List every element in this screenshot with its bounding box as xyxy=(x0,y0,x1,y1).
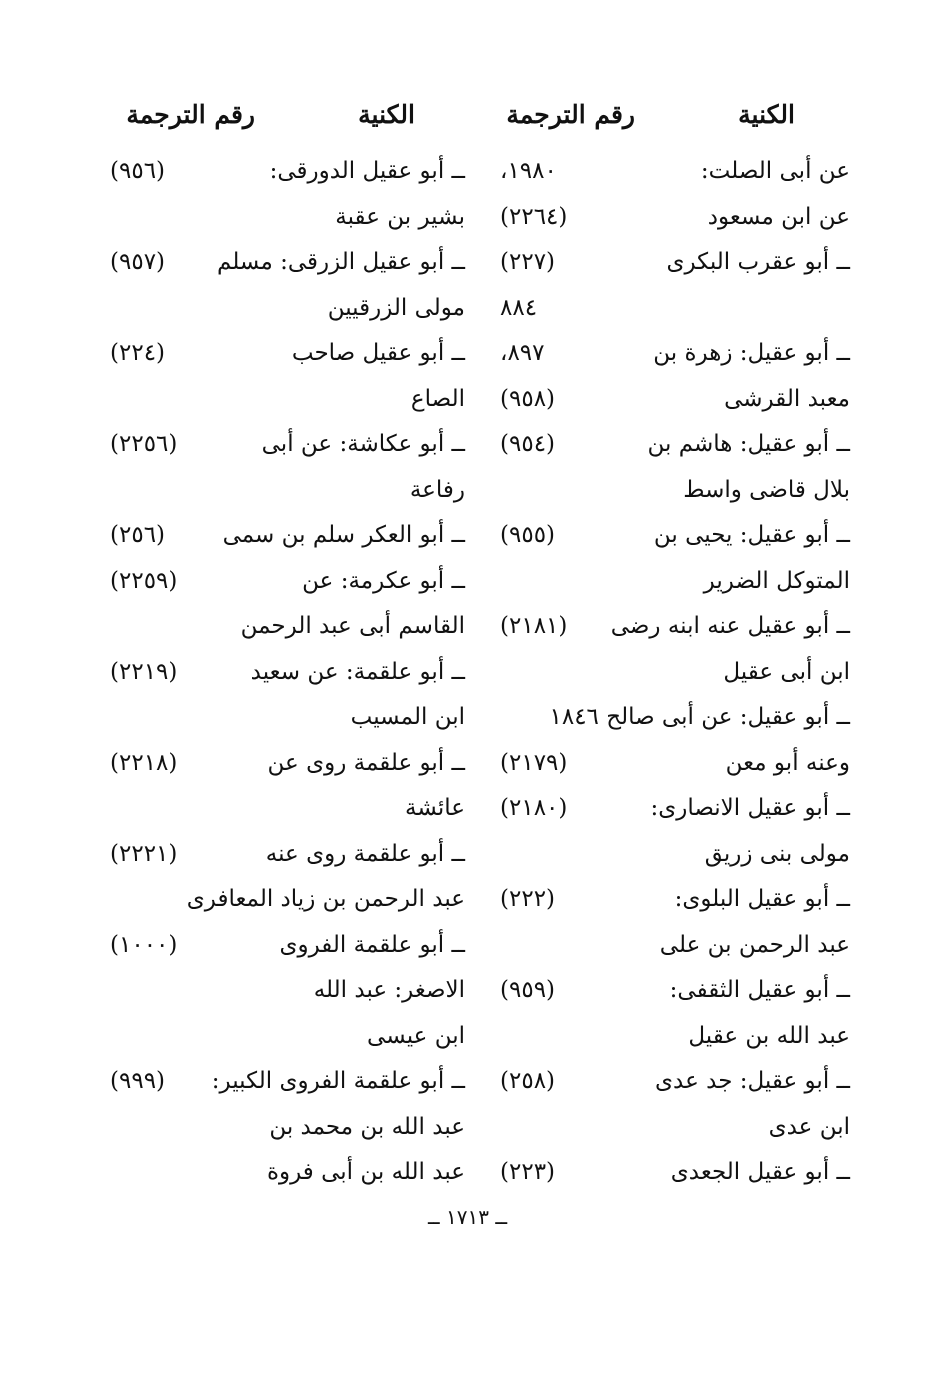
entry-text: ابن عيسى xyxy=(367,1022,465,1049)
entry-line xyxy=(500,241,850,283)
entry-text: عبد الرحمن بن زياد المعافرى xyxy=(186,886,465,912)
translation-number: (٢٢٥٩) xyxy=(110,567,178,594)
entry-line xyxy=(500,1106,850,1148)
entry-text: عبد الله بن عقيل xyxy=(688,1022,850,1049)
entry-line xyxy=(500,742,850,784)
entry-line xyxy=(500,1151,850,1193)
entry-text: عائشة xyxy=(405,795,465,821)
entry-line xyxy=(110,833,465,875)
kunya-header: الكنية xyxy=(358,100,415,129)
entry-text: عبد الرحمن بن على xyxy=(659,931,850,958)
entry-line xyxy=(110,560,465,602)
entry-line xyxy=(110,1151,465,1193)
translation-number: (٢١٨٠) xyxy=(500,795,568,821)
entry-line xyxy=(110,696,465,738)
entry-text: ــ أبو عقرب البكرى xyxy=(666,249,850,275)
translation-number: (٢٢٢١) xyxy=(110,840,178,867)
entry-text: الاصغر: عبد الله xyxy=(313,977,465,1003)
entry-text: الصاع xyxy=(410,385,465,412)
entry-text: بشير بن عقبة xyxy=(335,203,465,230)
entry-line xyxy=(110,787,465,829)
entry-text: ــ أبو عقيل عنه ابنه رضى xyxy=(610,613,850,639)
entry-line xyxy=(110,469,465,511)
entry-line xyxy=(500,969,850,1011)
entry-text: عبد الله بن محمد بن xyxy=(269,1113,465,1140)
entry-line xyxy=(110,1106,465,1148)
entry-line xyxy=(110,651,465,693)
entry-line xyxy=(110,878,465,920)
entry-text: ــ أبو عكرمة: عن xyxy=(302,567,465,594)
entry-text: ــ أبو عقيل الثقفى: xyxy=(669,977,850,1003)
translation-number: (٩٩٩) xyxy=(110,1068,166,1094)
translation-number: (٩٥٦) xyxy=(110,158,166,184)
entry-line xyxy=(500,287,850,329)
entry-text: ــ أبو علقمة الفروى xyxy=(279,931,465,958)
left-column xyxy=(110,0,465,1200)
entry-line xyxy=(500,150,850,192)
entry-line xyxy=(110,969,465,1011)
entry-text: ــ أبو عقيل: زهرة بن xyxy=(653,340,850,366)
entry-line xyxy=(110,241,465,283)
entry-text: ابن المسيب xyxy=(350,704,465,730)
entry-line xyxy=(110,605,465,647)
entry-text: ــ أبو علقمة الفروى الكبير: xyxy=(211,1068,465,1094)
number-header: رقم الترجمة xyxy=(506,100,635,129)
translation-number: (٢٢٧) xyxy=(500,249,556,275)
entry-text: ــ أبو عقيل البلوى: xyxy=(674,886,850,912)
translation-number: (٩٥٥) xyxy=(500,522,556,548)
entry-line xyxy=(500,605,850,647)
entry-line xyxy=(500,423,850,465)
translation-number: (٩٥٧) xyxy=(110,249,166,275)
translation-number: (٢٢٢) xyxy=(500,886,556,912)
entry-line xyxy=(500,787,850,829)
entry-text: ــ أبو عقيل الجعدى xyxy=(670,1159,850,1185)
translation-number: (٢٢١٩) xyxy=(110,658,178,685)
entry-line xyxy=(110,287,465,329)
translation-number: (٢٢٦٤) xyxy=(500,203,568,230)
entry-line xyxy=(500,1015,850,1057)
entry-line xyxy=(110,1015,465,1057)
page-number: ــ ١٧١٣ ــ xyxy=(427,1205,508,1229)
translation-number: ٨٩٧، xyxy=(500,340,545,366)
entry-line xyxy=(110,378,465,420)
entry-text: ابن عدى xyxy=(768,1113,850,1140)
translation-number: (٢٢٣) xyxy=(500,1159,556,1185)
entry-line xyxy=(500,651,850,693)
translation-number: (٢٥٦) xyxy=(110,522,166,548)
entry-text: ــ أبو عقيل الزرقى: مسلم xyxy=(217,249,465,275)
translation-number: (٢١٨١) xyxy=(500,613,568,639)
translation-number: ٨٨٤ xyxy=(500,294,538,321)
entry-text: ــ أبو العكر سلم بن سمى xyxy=(222,522,465,548)
entry-text: عن ابن مسعود xyxy=(707,203,850,230)
entry-line xyxy=(500,469,850,511)
entry-line xyxy=(500,560,850,602)
entry-line xyxy=(500,332,850,374)
entry-line xyxy=(110,423,465,465)
translation-number: ١٩٨٠، xyxy=(500,158,557,184)
entry-line xyxy=(500,924,850,966)
translation-number: (٩٥٨) xyxy=(500,385,556,412)
entry-text: ــ أبو عقيل صاحب xyxy=(291,340,465,366)
entry-text: ــ أبو علقمة: عن سعيد xyxy=(250,658,465,685)
entry-text: ــ أبو عقيل: يحيى بن xyxy=(653,522,850,548)
translation-number: (٩٥٩) xyxy=(500,977,556,1003)
entry-line xyxy=(500,878,850,920)
translation-number: (١٠٠٠) xyxy=(110,931,178,958)
entry-text: المتوكل الضرير xyxy=(703,567,850,594)
entry-line xyxy=(110,196,465,238)
entry-text: ــ أبو عكاشة: عن أبى xyxy=(261,431,465,457)
entry-text: مولى بنى زريق xyxy=(704,840,850,867)
entry-text: ــ أبو عقيل الانصارى: xyxy=(650,795,850,821)
entry-text: عبد الله بن أبى فروة xyxy=(266,1159,465,1185)
entry-text: وعنه أبو معن xyxy=(725,749,850,776)
entry-line xyxy=(110,924,465,966)
entry-line xyxy=(110,514,465,556)
entry-text: القاسم أبى عبد الرحمن xyxy=(240,613,465,639)
entry-text: معبد القرشى xyxy=(724,385,850,412)
translation-number: (٩٥٤) xyxy=(500,431,556,457)
translation-number: (٢٢٤) xyxy=(110,340,166,366)
translation-number: (٢٢١٨) xyxy=(110,749,178,776)
entry-text: ــ أبو عقيل: جد عدى xyxy=(655,1068,850,1094)
entry-text: رفاعة xyxy=(409,476,465,503)
entry-text: ابن أبى عقيل xyxy=(723,658,850,685)
entry-line xyxy=(110,150,465,192)
translation-number: (٢٢٥٦) xyxy=(110,431,178,457)
entry-text: بلال قاضى واسط xyxy=(683,476,850,503)
entry-line xyxy=(500,833,850,875)
entry-line xyxy=(110,1060,465,1102)
entry-text: ــ أبو عقيل: هاشم بن xyxy=(647,431,850,457)
translation-number: (٢٥٨) xyxy=(500,1068,556,1094)
right-column xyxy=(500,0,850,1200)
entry-text: ــ أبو علقمة روى عن xyxy=(267,749,465,776)
entry-line xyxy=(500,378,850,420)
entry-line xyxy=(110,332,465,374)
entry-line xyxy=(110,742,465,784)
kunya-header: الكنية xyxy=(738,100,795,129)
entry-line xyxy=(500,1060,850,1102)
entry-text: مولى الزرقيين xyxy=(327,294,465,321)
entry-text: عن أبى الصلت: xyxy=(700,158,850,184)
entry-text: ــ أبو عقيل: عن أبى صالح ١٨٤٦ xyxy=(549,704,850,730)
number-header: رقم الترجمة xyxy=(126,100,255,129)
translation-number: (٢١٧٩) xyxy=(500,749,568,776)
entry-text: ــ أبو عقيل الدورقى: xyxy=(269,158,465,184)
entry-text: ــ أبو علقمة روى عنه xyxy=(265,840,465,867)
entry-line xyxy=(500,514,850,556)
entry-line xyxy=(500,696,850,738)
entry-line xyxy=(500,196,850,238)
